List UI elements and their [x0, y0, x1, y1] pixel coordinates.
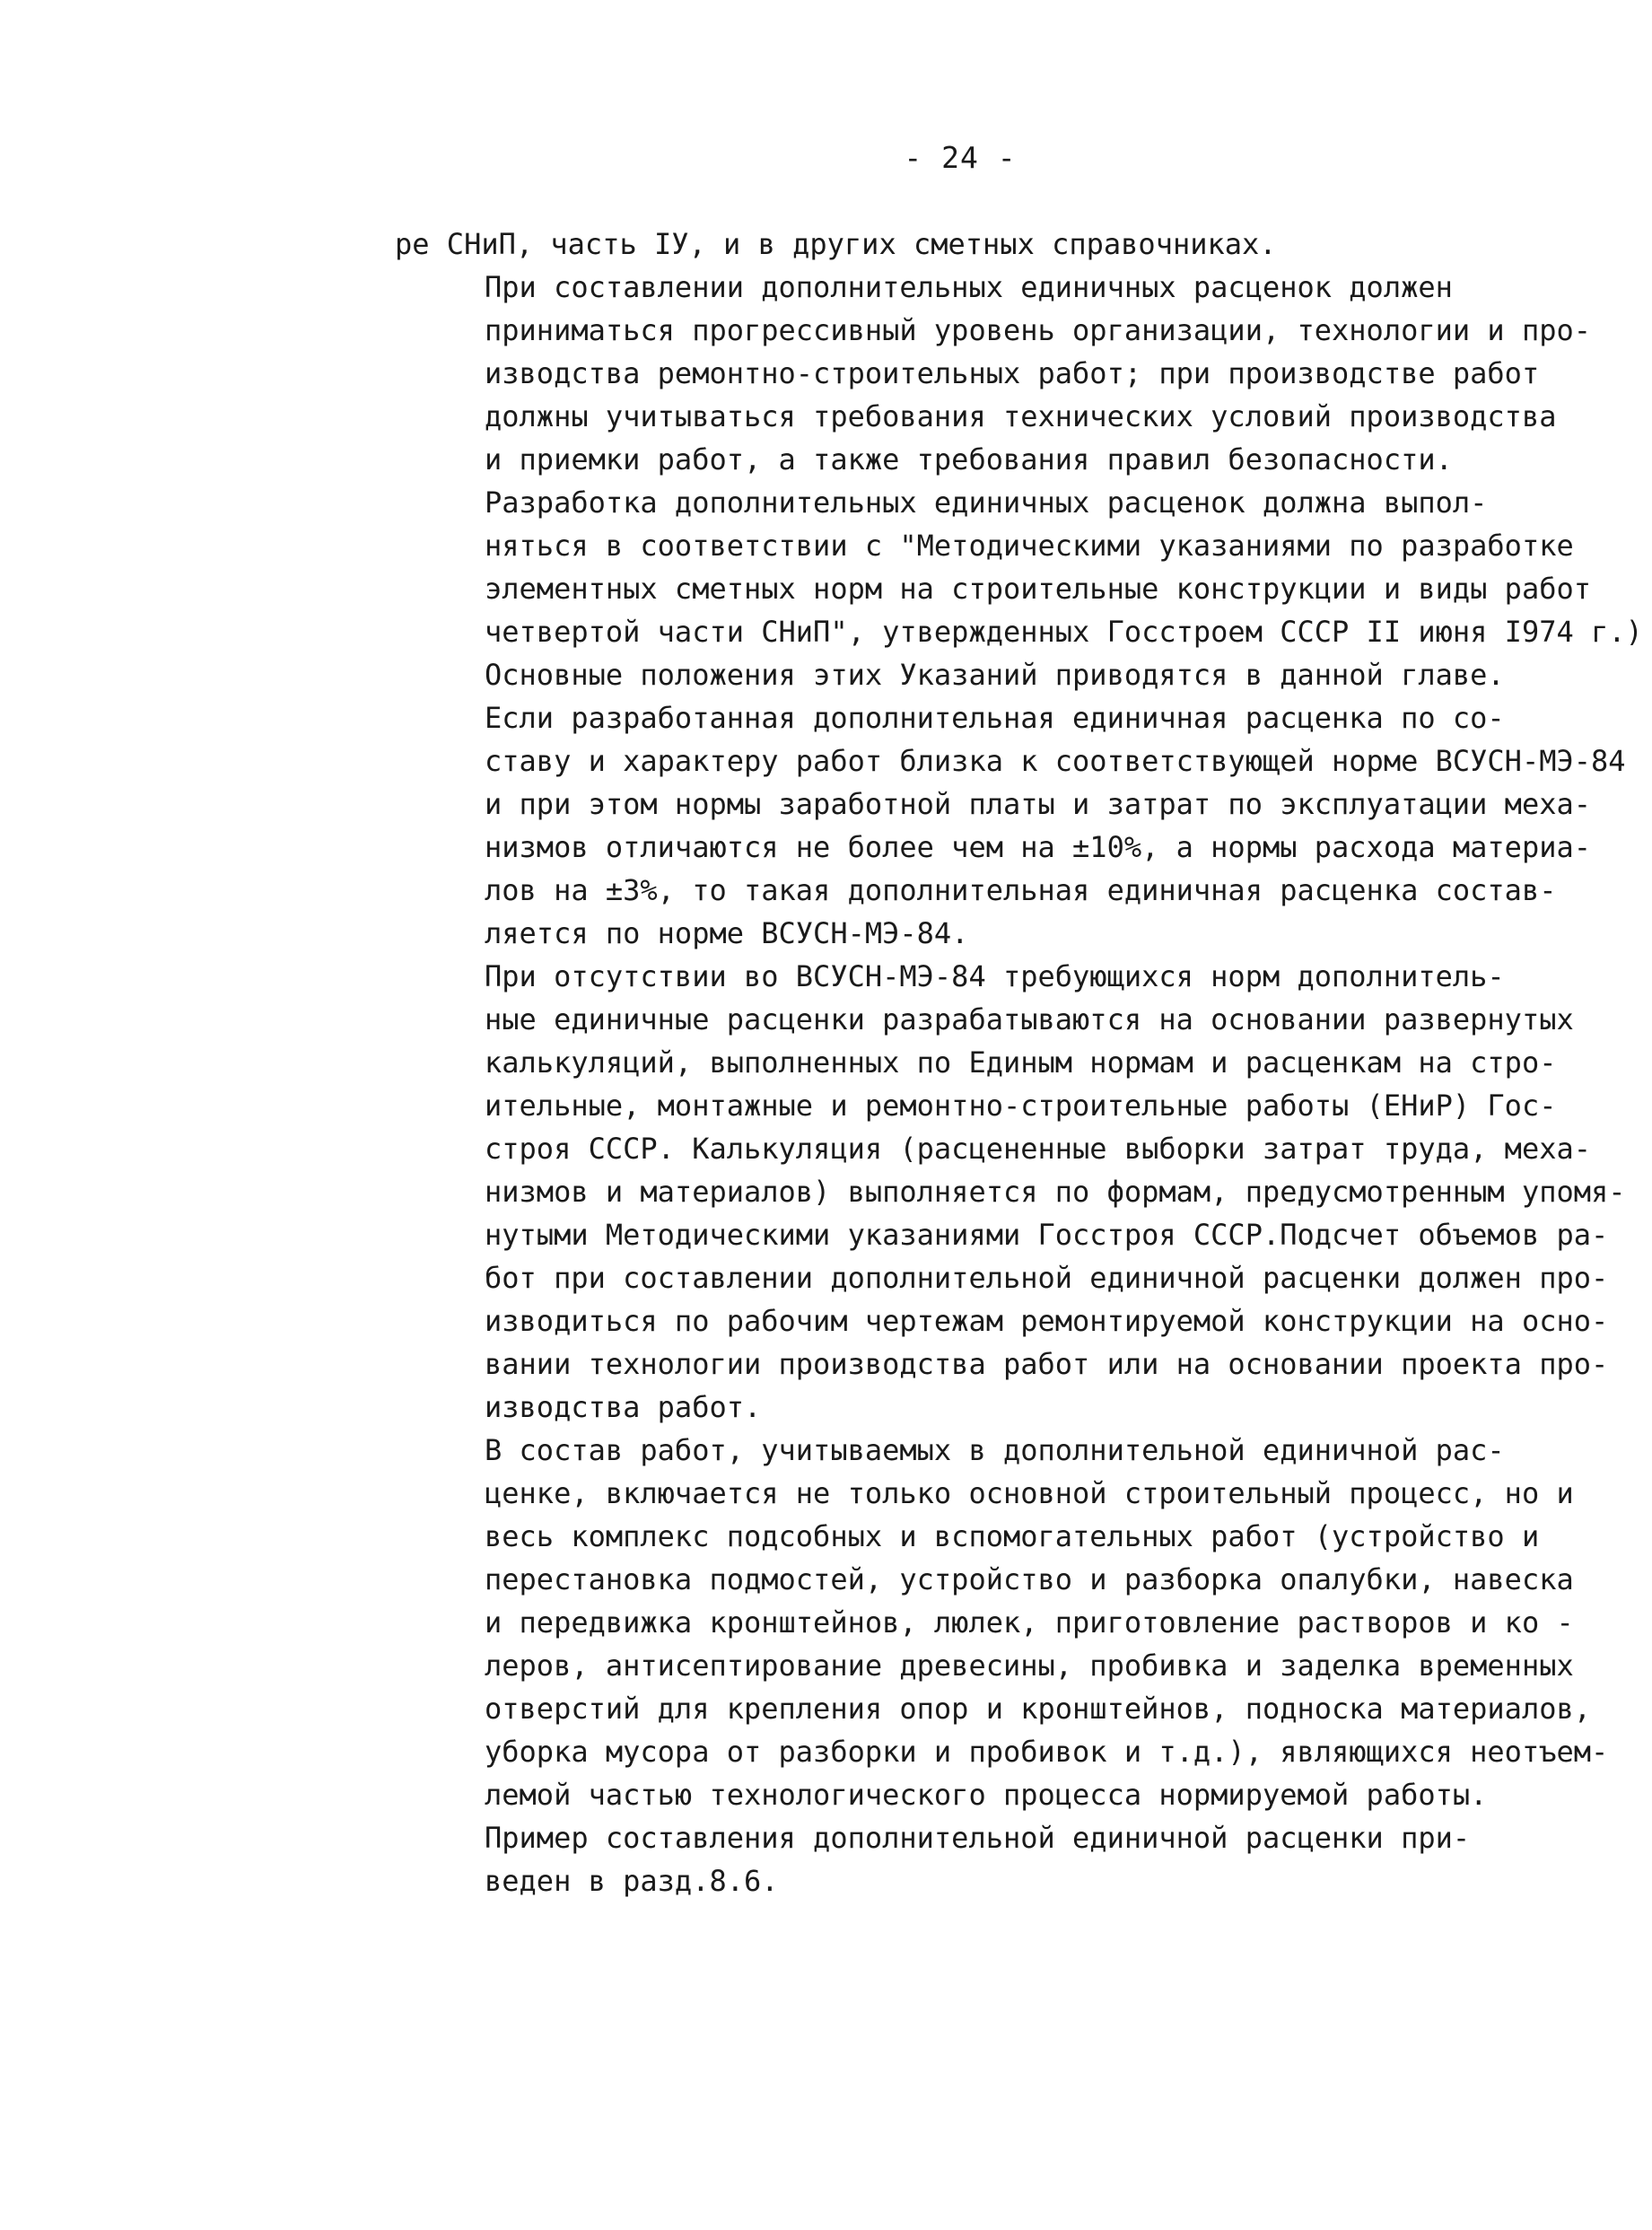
text-line: четвертой части СНиП", утвержденных Госстроем СССР II июня I974 г.) [485, 615, 1643, 649]
text-line: Разработка дополнительных единичных расценок должна выпол- [485, 485, 1488, 520]
text-line: изводства работ. [485, 1390, 762, 1424]
paragraph-4 [395, 696, 1626, 955]
text-line: ставу и характеру работ близка к соответствующей норме ВСУСН-МЭ-84 [485, 744, 1626, 778]
text-line: бот при составлении дополнительной единичной расценки должен про- [485, 1261, 1609, 1295]
paragraph-3 [395, 481, 1643, 696]
text-line: элементных сметных норм на строительные конструкции и виды работ [485, 572, 1591, 606]
text-line: При отсутствии во ВСУСН-МЭ-84 требующихся норм дополнитель- [485, 959, 1505, 993]
paragraph-7 [395, 1816, 1561, 1902]
text-line: ительные, монтажные и ремонтно-строительные работы (ЕНиР) Гос- [485, 1089, 1557, 1123]
text-line: низмов и материалов) выполняется по формам, предусмотренным упомя- [485, 1175, 1626, 1209]
text-line: низмов отличаются не более чем на ±10%, а нормы расхода материа- [485, 830, 1591, 864]
text-line: и при этом нормы заработной платы и затрат по эксплуатации меха- [485, 787, 1591, 821]
text-line: нутыми Методическими указаниями Госстроя СССР.Подсчет объемов ра- [485, 1218, 1609, 1252]
text-line: калькуляций, выполненных по Единым нормам и расценкам на стро- [485, 1045, 1557, 1080]
text-line: ные единичные расценки разрабатываются на основании развернутых [485, 1002, 1574, 1036]
text-line: ляется по норме ВСУСН-МЭ-84. [485, 916, 969, 950]
body-text [395, 223, 1643, 1902]
page-number: - 24 - [904, 140, 1017, 175]
text-line: веден в разд.8.6. [485, 1864, 779, 1898]
text-line: строя СССР. Калькуляция (расцененные выборки затрат труда, меха- [485, 1132, 1591, 1166]
text-line: изводства ремонтно-строительных работ; при производстве работ [485, 356, 1540, 390]
paragraph-2 [395, 266, 1591, 481]
text-line: весь комплекс подсобных и вспомогательных работ (устройство и [485, 1519, 1540, 1553]
text-line: няться в соответствии с "Методическими указаниями по разработке [485, 529, 1574, 563]
paragraph-6 [395, 1429, 1609, 1816]
paragraph-5 [395, 955, 1626, 1429]
text-line: Если разработанная дополнительная единичная расценка по со- [485, 701, 1505, 735]
text-line: Основные положения этих Указаний приводятся в данной главе. [485, 658, 1505, 692]
text-line: лов на ±3%, то такая дополнительная единичная расценка состав- [485, 873, 1557, 907]
text-line: уборка мусора от разборки и пробивок и т.д.), являющихся неотъем- [485, 1735, 1609, 1769]
text-line: леров, антисептирование древесины, пробивка и заделка временных [485, 1648, 1574, 1683]
text-line: и передвижка кронштейнов, люлек, приготовление растворов и ко - [485, 1605, 1574, 1640]
text-line: отверстий для крепления опор и кронштейнов, подноска материалов, [485, 1692, 1591, 1726]
text-line: изводиться по рабочим чертежам ремонтируемой конструкции на осно- [485, 1304, 1609, 1338]
text-line: В состав работ, учитываемых в дополнительной единичной рас- [485, 1433, 1505, 1467]
paragraph-1 [395, 223, 1561, 266]
text-line: перестановка подмостей, устройство и разборка опалубки, навеска [485, 1562, 1574, 1596]
text-line: лемой частью технологического процесса нормируемой работы. [485, 1778, 1488, 1812]
text-line: должны учитываться требования технических условий производства [485, 399, 1557, 433]
text-line: вании технологии производства работ или на основании проекта про- [485, 1347, 1609, 1381]
text-line: ценке, включается не только основной строительный процесс, но и [485, 1476, 1574, 1510]
text-line: Пример составления дополнительной единичной расценки при- [485, 1821, 1471, 1855]
text-line: приниматься прогрессивный уровень организации, технологии и про- [485, 313, 1591, 347]
text-line: При составлении дополнительных единичных расценок должен [485, 270, 1453, 304]
text-line: и приемки работ, а также требования правил безопасности. [485, 442, 1453, 477]
text-line: ре СНиП, часть IУ, и в других сметных справочниках. [395, 227, 1277, 261]
